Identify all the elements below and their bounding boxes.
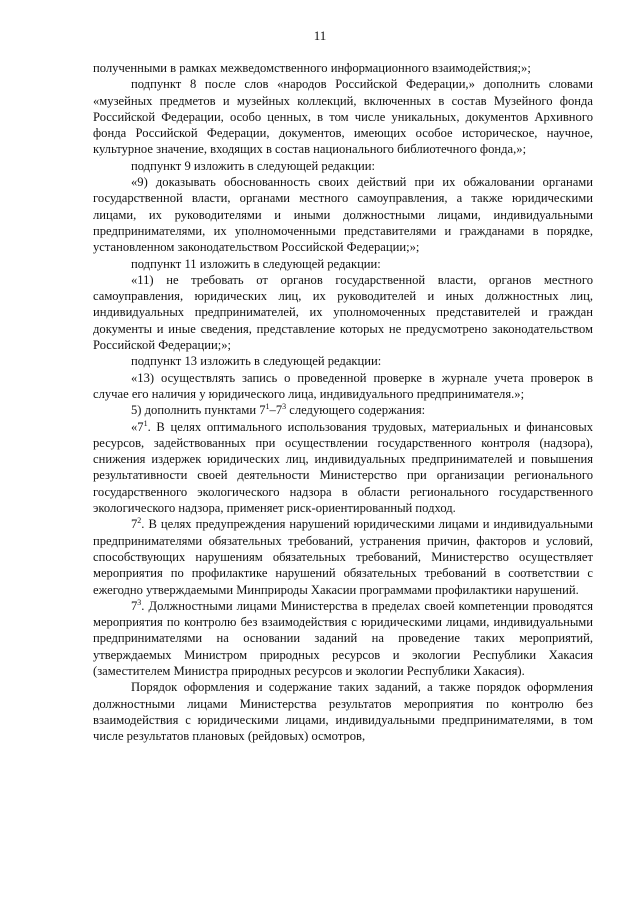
paragraph-10-text-a: «7 <box>131 419 144 434</box>
paragraph-6: «11) не требовать от органов государственной власти, органов местного самоуправления, юридических лиц, их руководителей и иных должностных лиц, индивидуальных предпринимателей, их уполномоченных представителей и граждан документы и иные сведения, представление которых не предусмотрено законодательством Российской Федерации;»; <box>93 272 593 353</box>
paragraph-12-text-a: 7 <box>131 598 138 613</box>
paragraph-11-text-a: 7 <box>131 517 138 532</box>
paragraph-13: Порядок оформления и содержание таких заданий, а также порядок оформления должностными лицами Министерства результатов мероприятия по контролю без взаимодействия с юридическими лицами, индивидуальными предпринимателями, в том числе результатов плановых (рейдовых) осмотров, <box>93 680 593 744</box>
paragraph-8: «13) осуществлять запись о проведенной проверке в журнале учета проверок в случае его наличия у юридического лица, индивидуального предпринимателя.»; <box>93 370 593 401</box>
paragraph-7: подпункт 13 изложить в следующей редакции: <box>131 354 382 369</box>
paragraph-9-text-a: 5) дополнить пунктами 7 <box>131 403 266 418</box>
superscript: 1 <box>265 402 270 412</box>
paragraph-9-text-c: следующего содержания: <box>286 403 426 418</box>
superscript: 2 <box>137 516 142 526</box>
paragraph-3: подпункт 9 изложить в следующей редакции: <box>131 158 375 173</box>
paragraph-9-text-b: –7 <box>269 403 283 418</box>
superscript: 3 <box>137 597 142 607</box>
paragraph-11-text-b: . В целях предупреждения нарушений юридическими лицами и индивидуальными предпринимателями обязательных требований, устранения причин, факторов и условий, способствующих нарушениям обязательных требований, Министерство осуществляет мероприятия по профилактике нарушений обязательных требований в соответствии с ежегодно утверждаемыми Минприроды Хакасии программами профилактики нарушений. <box>93 517 593 597</box>
paragraph-12 <box>93 598 593 679</box>
paragraph-2: подпункт 8 после слов «народов Российской Федерации,» дополнить словами «музейных предметов и музейных коллекций, включенных в состав Музейного фонда Российской Федерации, особо ценных, в том числе уникальных, документов Архивного фонда Российской Федерации, документов, имеющих особое историческое, научное, культурное значение, входящих в состав национального библиотечного фонда,»; <box>93 77 593 157</box>
superscript: 1 <box>143 418 148 428</box>
paragraph-1: полученными в рамках межведомственного информационного взаимодействия;»; <box>93 61 531 75</box>
page-number: 11 <box>313 28 327 43</box>
paragraph-5: подпункт 11 изложить в следующей редакции: <box>131 256 381 271</box>
paragraph-9 <box>93 402 593 418</box>
paragraph-10 <box>93 419 593 517</box>
paragraph-11 <box>93 516 593 597</box>
paragraph-12-text-b: . Должностными лицами Министерства в пределах своей компетенции проводятся мероприятия по контролю без взаимодействия с юридическими лицами, индивидуальными предпринимателями на основании заданий на проведение таких мероприятий, утверждаемых Министром природных ресурсов и экологии Республики Хакасия (заместителем Министра природных ресурсов и экологии Республики Хакасия). <box>93 598 593 678</box>
paragraph-10-text-b: . В целях оптимального использования трудовых, материальных и финансовых ресурсов, задействованных при осуществлении государственного контроля (надзора), снижения издержек юридических лиц, индивидуальных предпринимателей и повышения результативности своей деятельности Министерство при организации регионального государственного экологического надзора в области регионального государственного экологического надзора, применяет риск-ориентированный подход. <box>93 419 593 516</box>
superscript: 3 <box>282 402 287 412</box>
document-body <box>93 60 593 744</box>
paragraph-4: «9) доказывать обоснованность своих действий при их обжаловании органами государственной власти, органами местного самоуправления, а также юридическими лицами, их руководителями и иными должностными лицами, индивидуальными предпринимателями, их уполномоченными представителями и гражданами в порядке, установленном законодательством Российской Федерации;»; <box>93 175 593 255</box>
